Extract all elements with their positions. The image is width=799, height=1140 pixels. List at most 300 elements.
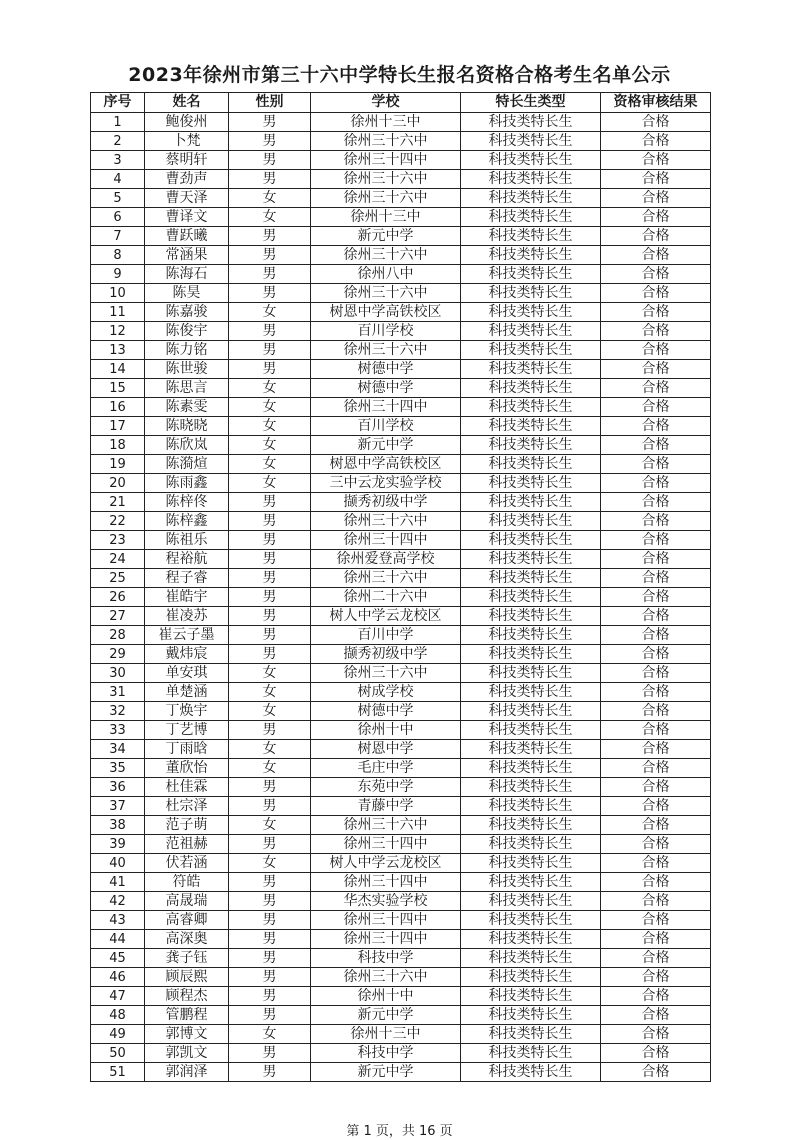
cell-school: 百川中学 [311,626,461,645]
cell-seq: 33 [91,721,145,740]
table-row [91,645,711,664]
cell-specialty-type: 科技类特长生 [461,1044,601,1063]
table-row [91,683,711,702]
cell-specialty-type: 科技类特长生 [461,721,601,740]
cell-seq: 9 [91,265,145,284]
cell-seq: 28 [91,626,145,645]
cell-seq: 1 [91,113,145,132]
cell-gender: 男 [229,170,311,189]
cell-name: 陈梓鑫 [145,512,229,531]
cell-specialty-type: 科技类特长生 [461,246,601,265]
cell-seq: 25 [91,569,145,588]
cell-review-result: 合格 [601,360,711,379]
cell-seq: 36 [91,778,145,797]
cell-specialty-type: 科技类特长生 [461,588,601,607]
cell-name: 范子萌 [145,816,229,835]
cell-school: 徐州三十六中 [311,170,461,189]
cell-gender: 男 [229,607,311,626]
cell-seq: 40 [91,854,145,873]
table-row [91,911,711,930]
cell-gender: 女 [229,189,311,208]
cell-school: 徐州三十六中 [311,968,461,987]
cell-name: 陈嘉骏 [145,303,229,322]
table-row [91,265,711,284]
cell-seq: 39 [91,835,145,854]
cell-review-result: 合格 [601,113,711,132]
cell-name: 管鹏程 [145,1006,229,1025]
cell-seq: 12 [91,322,145,341]
cell-seq: 5 [91,189,145,208]
cell-school: 撷秀初级中学 [311,645,461,664]
cell-seq: 42 [91,892,145,911]
cell-seq: 19 [91,455,145,474]
cell-review-result: 合格 [601,132,711,151]
cell-review-result: 合格 [601,265,711,284]
cell-gender: 男 [229,778,311,797]
cell-review-result: 合格 [601,588,711,607]
cell-school: 徐州八中 [311,265,461,284]
table-row [91,550,711,569]
cell-gender: 男 [229,113,311,132]
cell-specialty-type: 科技类特长生 [461,569,601,588]
cell-specialty-type: 科技类特长生 [461,778,601,797]
table-row [91,113,711,132]
cell-specialty-type: 科技类特长生 [461,474,601,493]
cell-specialty-type: 科技类特长生 [461,151,601,170]
table-row [91,303,711,322]
cell-gender: 男 [229,645,311,664]
table-row [91,873,711,892]
table-row [91,1063,711,1082]
table-row [91,1044,711,1063]
cell-gender: 男 [229,569,311,588]
cell-specialty-type: 科技类特长生 [461,550,601,569]
cell-gender: 男 [229,873,311,892]
cell-specialty-type: 科技类特长生 [461,740,601,759]
cell-gender: 女 [229,379,311,398]
cell-gender: 男 [229,1006,311,1025]
cell-review-result: 合格 [601,208,711,227]
cell-seq: 6 [91,208,145,227]
qualified-candidates-table [90,92,711,1082]
cell-school: 徐州三十六中 [311,664,461,683]
cell-seq: 38 [91,816,145,835]
cell-seq: 14 [91,360,145,379]
cell-review-result: 合格 [601,987,711,1006]
cell-seq: 24 [91,550,145,569]
cell-school: 徐州三十四中 [311,398,461,417]
cell-review-result: 合格 [601,170,711,189]
cell-review-result: 合格 [601,436,711,455]
cell-review-result: 合格 [601,873,711,892]
cell-name: 顾辰熙 [145,968,229,987]
table-row [91,797,711,816]
table-row [91,816,711,835]
cell-seq: 15 [91,379,145,398]
table-row [91,626,711,645]
cell-specialty-type: 科技类特长生 [461,645,601,664]
cell-seq: 22 [91,512,145,531]
cell-name: 杜佳霖 [145,778,229,797]
table-row [91,246,711,265]
cell-specialty-type: 科技类特长生 [461,493,601,512]
cell-name: 崔凌苏 [145,607,229,626]
cell-gender: 男 [229,626,311,645]
cell-review-result: 合格 [601,797,711,816]
cell-seq: 13 [91,341,145,360]
cell-specialty-type: 科技类特长生 [461,417,601,436]
cell-name: 高晟瑞 [145,892,229,911]
cell-review-result: 合格 [601,892,711,911]
cell-specialty-type: 科技类特长生 [461,797,601,816]
cell-specialty-type: 科技类特长生 [461,911,601,930]
cell-specialty-type: 科技类特长生 [461,1063,601,1082]
cell-review-result: 合格 [601,151,711,170]
header-specialty-type: 特长生类型 [461,93,601,113]
cell-specialty-type: 科技类特长生 [461,892,601,911]
cell-school: 树恩中学高铁校区 [311,455,461,474]
cell-gender: 女 [229,303,311,322]
cell-name: 陈世骏 [145,360,229,379]
cell-gender: 女 [229,436,311,455]
cell-school: 徐州三十六中 [311,341,461,360]
cell-gender: 男 [229,892,311,911]
cell-gender: 男 [229,151,311,170]
cell-seq: 46 [91,968,145,987]
cell-gender: 男 [229,835,311,854]
table-row [91,341,711,360]
cell-review-result: 合格 [601,493,711,512]
table-row [91,930,711,949]
cell-seq: 20 [91,474,145,493]
cell-name: 陈晓晓 [145,417,229,436]
cell-school: 徐州十中 [311,721,461,740]
table-row [91,1006,711,1025]
table-row [91,987,711,1006]
table-row [91,398,711,417]
cell-school: 新元中学 [311,227,461,246]
table-row [91,569,711,588]
cell-seq: 47 [91,987,145,1006]
cell-school: 东苑中学 [311,778,461,797]
table-row [91,417,711,436]
cell-name: 陈欣岚 [145,436,229,455]
cell-school: 徐州三十六中 [311,816,461,835]
cell-gender: 男 [229,1063,311,1082]
cell-review-result: 合格 [601,759,711,778]
cell-gender: 男 [229,968,311,987]
cell-school: 撷秀初级中学 [311,493,461,512]
cell-seq: 21 [91,493,145,512]
cell-name: 高深奥 [145,930,229,949]
cell-seq: 31 [91,683,145,702]
cell-specialty-type: 科技类特长生 [461,436,601,455]
cell-seq: 18 [91,436,145,455]
cell-review-result: 合格 [601,949,711,968]
cell-specialty-type: 科技类特长生 [461,341,601,360]
cell-gender: 女 [229,664,311,683]
cell-gender: 女 [229,702,311,721]
cell-name: 戴炜宸 [145,645,229,664]
cell-name: 单楚涵 [145,683,229,702]
cell-review-result: 合格 [601,1025,711,1044]
cell-name: 曹译文 [145,208,229,227]
cell-seq: 48 [91,1006,145,1025]
cell-name: 陈俊宇 [145,322,229,341]
cell-review-result: 合格 [601,417,711,436]
cell-specialty-type: 科技类特长生 [461,512,601,531]
cell-review-result: 合格 [601,531,711,550]
cell-school: 新元中学 [311,436,461,455]
cell-name: 丁焕宇 [145,702,229,721]
cell-review-result: 合格 [601,683,711,702]
cell-school: 徐州三十四中 [311,873,461,892]
cell-name: 曹跃曦 [145,227,229,246]
cell-seq: 7 [91,227,145,246]
cell-school: 徐州三十六中 [311,284,461,303]
cell-review-result: 合格 [601,1063,711,1082]
cell-name: 陈素雯 [145,398,229,417]
cell-school: 树人中学云龙校区 [311,854,461,873]
cell-specialty-type: 科技类特长生 [461,626,601,645]
cell-specialty-type: 科技类特长生 [461,227,601,246]
cell-name: 陈雨鑫 [145,474,229,493]
table-row [91,379,711,398]
cell-review-result: 合格 [601,284,711,303]
cell-review-result: 合格 [601,189,711,208]
cell-name: 陈力铭 [145,341,229,360]
cell-name: 崔皓宇 [145,588,229,607]
table-row [91,778,711,797]
table-row [91,208,711,227]
header-school: 学校 [311,93,461,113]
table-row [91,132,711,151]
cell-name: 曹天泽 [145,189,229,208]
cell-specialty-type: 科技类特长生 [461,132,601,151]
cell-school: 树德中学 [311,379,461,398]
cell-seq: 32 [91,702,145,721]
cell-school: 三中云龙实验学校 [311,474,461,493]
cell-specialty-type: 科技类特长生 [461,284,601,303]
cell-review-result: 合格 [601,227,711,246]
cell-gender: 男 [229,911,311,930]
table-row [91,455,711,474]
cell-gender: 男 [229,132,311,151]
table-row [91,322,711,341]
cell-specialty-type: 科技类特长生 [461,379,601,398]
cell-school: 树德中学 [311,360,461,379]
cell-specialty-type: 科技类特长生 [461,664,601,683]
cell-seq: 11 [91,303,145,322]
cell-specialty-type: 科技类特长生 [461,607,601,626]
table-row [91,949,711,968]
table-header-row [91,93,711,113]
cell-gender: 女 [229,816,311,835]
cell-gender: 男 [229,227,311,246]
cell-gender: 女 [229,208,311,227]
cell-name: 程裕航 [145,550,229,569]
cell-review-result: 合格 [601,379,711,398]
cell-name: 杜宗泽 [145,797,229,816]
cell-specialty-type: 科技类特长生 [461,854,601,873]
cell-seq: 51 [91,1063,145,1082]
cell-gender: 男 [229,360,311,379]
cell-seq: 43 [91,911,145,930]
cell-name: 单安琪 [145,664,229,683]
cell-review-result: 合格 [601,664,711,683]
table-body [91,113,711,1082]
cell-gender: 男 [229,246,311,265]
table-row [91,835,711,854]
cell-review-result: 合格 [601,854,711,873]
cell-gender: 女 [229,455,311,474]
cell-review-result: 合格 [601,341,711,360]
cell-specialty-type: 科技类特长生 [461,455,601,474]
cell-gender: 男 [229,512,311,531]
cell-seq: 26 [91,588,145,607]
cell-school: 徐州十中 [311,987,461,1006]
cell-review-result: 合格 [601,778,711,797]
cell-name: 郭润泽 [145,1063,229,1082]
cell-name: 陈祖乐 [145,531,229,550]
table-row [91,1025,711,1044]
cell-review-result: 合格 [601,607,711,626]
cell-review-result: 合格 [601,512,711,531]
cell-review-result: 合格 [601,645,711,664]
cell-name: 常涵果 [145,246,229,265]
cell-gender: 男 [229,797,311,816]
table-row [91,360,711,379]
cell-seq: 37 [91,797,145,816]
cell-school: 青藤中学 [311,797,461,816]
cell-school: 树恩中学高铁校区 [311,303,461,322]
cell-gender: 女 [229,854,311,873]
cell-name: 陈思言 [145,379,229,398]
cell-gender: 女 [229,759,311,778]
cell-school: 徐州三十四中 [311,531,461,550]
table-row [91,436,711,455]
cell-seq: 10 [91,284,145,303]
cell-school: 树人中学云龙校区 [311,607,461,626]
cell-seq: 29 [91,645,145,664]
table-row [91,189,711,208]
table-row [91,607,711,626]
cell-specialty-type: 科技类特长生 [461,303,601,322]
cell-seq: 23 [91,531,145,550]
cell-seq: 16 [91,398,145,417]
cell-review-result: 合格 [601,246,711,265]
cell-gender: 男 [229,265,311,284]
cell-school: 徐州三十六中 [311,569,461,588]
cell-seq: 35 [91,759,145,778]
cell-school: 徐州三十四中 [311,911,461,930]
cell-specialty-type: 科技类特长生 [461,968,601,987]
cell-name: 卜梵 [145,132,229,151]
table-row [91,284,711,303]
cell-seq: 44 [91,930,145,949]
cell-name: 蔡明轩 [145,151,229,170]
cell-school: 华杰实验学校 [311,892,461,911]
table-row [91,968,711,987]
cell-gender: 女 [229,398,311,417]
table-row [91,474,711,493]
cell-gender: 男 [229,987,311,1006]
cell-school: 新元中学 [311,1063,461,1082]
cell-specialty-type: 科技类特长生 [461,113,601,132]
cell-specialty-type: 科技类特长生 [461,322,601,341]
cell-name: 丁艺博 [145,721,229,740]
cell-seq: 2 [91,132,145,151]
cell-seq: 8 [91,246,145,265]
cell-school: 徐州十三中 [311,208,461,227]
cell-gender: 男 [229,588,311,607]
cell-specialty-type: 科技类特长生 [461,531,601,550]
document-title: 2023年徐州市第三十六中学特长生报名资格合格考生名单公示 [128,64,671,86]
cell-gender: 女 [229,474,311,493]
cell-name: 郭凯文 [145,1044,229,1063]
header-review-result: 资格审核结果 [601,93,711,113]
cell-specialty-type: 科技类特长生 [461,759,601,778]
cell-specialty-type: 科技类特长生 [461,360,601,379]
table-row [91,588,711,607]
cell-name: 程子睿 [145,569,229,588]
cell-school: 徐州三十六中 [311,512,461,531]
header-seq: 序号 [91,93,145,113]
page-footer: 第 1 页，共 16 页 [346,1124,453,1139]
header-gender: 性别 [229,93,311,113]
cell-gender: 男 [229,531,311,550]
cell-seq: 34 [91,740,145,759]
table-row [91,531,711,550]
cell-name: 伏若涵 [145,854,229,873]
header-name: 姓名 [145,93,229,113]
cell-seq: 17 [91,417,145,436]
cell-seq: 45 [91,949,145,968]
cell-specialty-type: 科技类特长生 [461,170,601,189]
cell-specialty-type: 科技类特长生 [461,930,601,949]
cell-review-result: 合格 [601,550,711,569]
cell-school: 科技中学 [311,949,461,968]
cell-seq: 4 [91,170,145,189]
cell-school: 徐州三十六中 [311,246,461,265]
cell-school: 徐州三十六中 [311,189,461,208]
cell-review-result: 合格 [601,474,711,493]
cell-specialty-type: 科技类特长生 [461,835,601,854]
cell-specialty-type: 科技类特长生 [461,949,601,968]
cell-name: 龚子钰 [145,949,229,968]
cell-review-result: 合格 [601,721,711,740]
table-row [91,664,711,683]
table-row [91,170,711,189]
table-row [91,892,711,911]
cell-school: 新元中学 [311,1006,461,1025]
cell-school: 徐州二十六中 [311,588,461,607]
cell-name: 崔云子墨 [145,626,229,645]
cell-school: 徐州十三中 [311,113,461,132]
cell-name: 顾程杰 [145,987,229,1006]
cell-name: 鲍俊州 [145,113,229,132]
cell-school: 徐州三十四中 [311,835,461,854]
cell-specialty-type: 科技类特长生 [461,873,601,892]
cell-specialty-type: 科技类特长生 [461,398,601,417]
cell-review-result: 合格 [601,322,711,341]
cell-gender: 女 [229,417,311,436]
cell-gender: 女 [229,1025,311,1044]
cell-school: 树成学校 [311,683,461,702]
cell-gender: 男 [229,284,311,303]
cell-name: 丁雨晗 [145,740,229,759]
cell-school: 树德中学 [311,702,461,721]
